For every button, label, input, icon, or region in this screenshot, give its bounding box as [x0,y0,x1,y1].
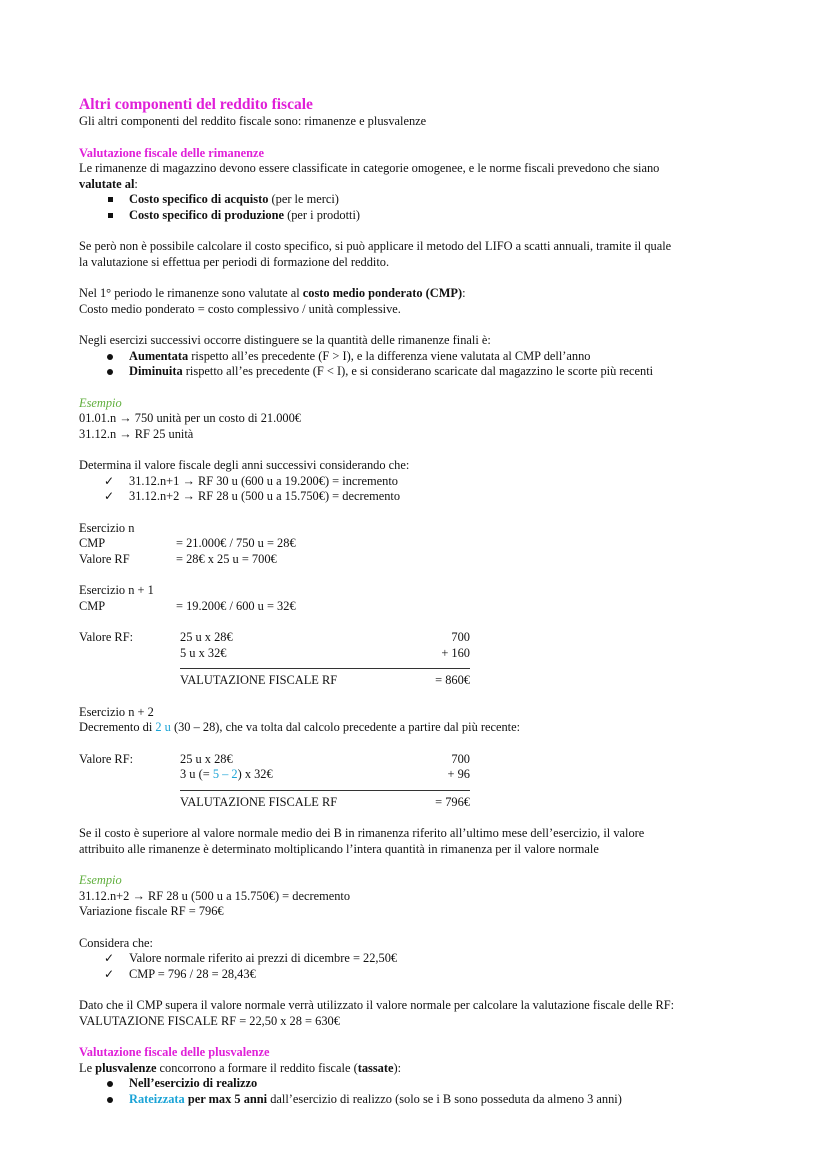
paragraph: la valutazione si effettua per periodi di formazione del reddito. [79,254,390,269]
cost-list [79,192,759,223]
paragraph: valutate al: [79,176,138,191]
esercizio-n-title: Esercizio n [79,520,135,535]
example-label: Esempio [79,395,122,410]
calc-row: Valore RF = 28€ x 25 u = 700€ [79,551,277,566]
paragraph: Dato che il CMP supera il valore normale verrà utilizzato il valore normale per calcolare la valutazione fiscale delle RF: [79,998,675,1012]
calc-table-n2: Valore RF: 25 u x 28€ 700 3 u (= 5 – 2) x 32€ + 96 VALUTAZIONE FISCALE RF = 796€ [79,751,470,809]
check-item: ✓ 31.12.n+2 → RF 28 u (500 u a 15.750€) = decremento [79,489,759,505]
page-title: Altri componenti del reddito fiscale [79,96,313,113]
divider [180,790,470,791]
example-line: Considera che: [79,935,153,950]
paragraph: Costo medio ponderato = costo complessivo / unità complessive. [79,301,401,316]
divider [180,668,470,669]
check-item: ✓ CMP = 796 / 28 = 28,43€ [79,967,759,983]
check-list [79,474,759,505]
example-line: 31.12.n → RF 25 unità [79,426,194,441]
document-page [79,96,759,1107]
calc-row: CMP = 21.000€ / 750 u = 28€ [79,536,296,550]
quantity-list [79,349,759,380]
example-line: Variazione fiscale RF = 796€ [79,904,224,918]
section-heading-rimanenze: Valutazione fiscale delle rimanenze [79,145,265,160]
paragraph: attribuito alle rimanenze è determinato moltiplicando l’intera quantità in rimanenza per il valore normale [79,841,599,856]
check-item: ✓ Valore normale riferito ai prezzi di dicembre = 22,50€ [79,951,759,967]
esercizio-n1-title: Esercizio n + 1 [79,583,154,597]
check-list [79,951,759,982]
paragraph: Le plusvalenze concorrono a formare il reddito fiscale (tassate): [79,1060,402,1075]
paragraph: Se il costo è superiore al valore normale medio dei B in rimanenza riferito all’ultimo mese dell’esercizio, il valore [79,826,645,840]
calc-row: CMP = 19.200€ / 600 u = 32€ [79,598,296,613]
paragraph: VALUTAZIONE FISCALE RF = 22,50 x 28 = 630€ [79,1013,340,1028]
section-heading-plusvalenze: Valutazione fiscale delle plusvalenze [79,1045,270,1059]
paragraph: Le rimanenze di magazzino devono essere classificate in categorie omogenee, e le norme fiscali prevedono che siano [79,161,660,175]
list-item: Nell’esercizio di realizzo [79,1076,759,1092]
list-item: Aumentata rispetto all’es precedente (F > I), e la differenza viene valutata al CMP dell’anno [79,349,759,365]
plusvalenze-list [79,1076,759,1107]
list-item: Costo specifico di acquisto (per le merci) [79,192,759,208]
esercizio-n2-title: Esercizio n + 2 [79,704,154,719]
intro-text: Gli altri componenti del reddito fiscale sono: rimanenze e plusvalenze [79,114,427,128]
paragraph: Se però non è possibile calcolare il costo specifico, si può applicare il metodo del LIFO a scatti annuali, tramite il quale [79,239,672,253]
paragraph: Negli esercizi successivi occorre distinguere se la quantità delle rimanenze finali è: [79,333,491,347]
example-line: 01.01.n → 750 unità per un costo di 21.000€ [79,411,301,425]
check-item: ✓ 31.12.n+1 → RF 30 u (600 u a 19.200€) = incremento [79,474,759,490]
calc-table-n1: Valore RF: 25 u x 28€ 700 5 u x 32€ + 160 VALUTAZIONE FISCALE RF = 860€ [79,630,470,687]
list-item: Costo specifico di produzione (per i prodotti) [79,208,759,224]
list-item: Rateizzata per max 5 anni dall’esercizio di realizzo (solo se i B sono posseduta da almeno 3 anni) [79,1092,759,1108]
example-line: 31.12.n+2 → RF 28 u (500 u a 15.750€) = decremento [79,888,351,903]
paragraph: Decremento di 2 u (30 – 28), che va tolta dal calcolo precedente a partire dal più recente: [79,720,521,734]
list-item: Diminuita rispetto all’es precedente (F < I), e si considerano scaricate dal magazzino le scorte più recenti [79,364,759,380]
example-label: Esempio [79,873,122,887]
paragraph: Nel 1° periodo le rimanenze sono valutate al costo medio ponderato (CMP): [79,286,466,300]
example-line: Determina il valore fiscale degli anni successivi considerando che: [79,458,410,472]
